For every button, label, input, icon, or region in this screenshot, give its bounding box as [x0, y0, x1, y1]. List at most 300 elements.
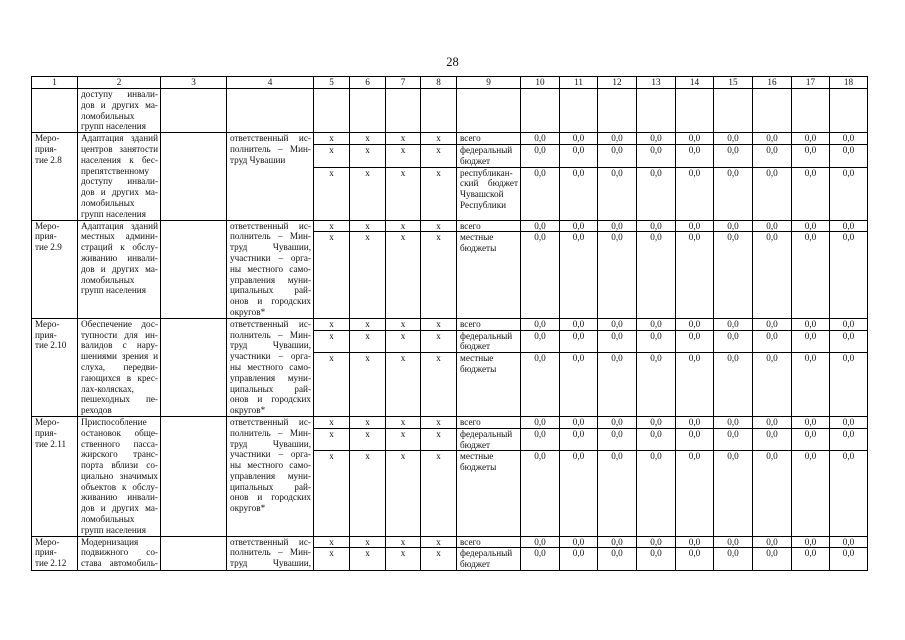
value-cell: 0,0 — [753, 537, 792, 548]
mark-cell: x — [350, 353, 386, 416]
value-cell: 0,0 — [637, 353, 676, 416]
measure-name-line: населения к бес- — [81, 154, 158, 165]
executors-line: ответственный ис- — [230, 318, 311, 329]
measure-code-line: тие 2.10 — [35, 340, 67, 351]
measure-name-line: дов и других ма- — [81, 503, 158, 514]
measure-name-line: ломобильных — [81, 514, 135, 525]
value-cell: 0,0 — [753, 353, 792, 416]
mark-cell: x — [386, 548, 421, 570]
value-cell: 0,0 — [830, 133, 868, 144]
funding-source-line: местные — [460, 451, 494, 462]
mark-cell: x — [386, 232, 421, 317]
value-cell — [830, 89, 868, 132]
funding-source-cell — [457, 221, 521, 232]
mark-cell — [350, 89, 386, 132]
funding-source-line: республикан- — [460, 167, 513, 178]
funding-source-line: всего — [460, 536, 481, 547]
value-cell: 0,0 — [676, 168, 714, 220]
funding-source-cell — [457, 331, 521, 353]
measure-name-line: ломобильных — [81, 110, 135, 121]
value-cell: 0,0 — [714, 548, 753, 570]
funding-rows — [314, 417, 868, 536]
value-cell: 0,0 — [753, 168, 792, 220]
value-cell: 0,0 — [560, 537, 598, 548]
mark-cell: x — [350, 537, 386, 548]
executors-line: полнитель – Мин- — [230, 427, 311, 438]
executors-line: ответственный ис- — [230, 220, 311, 231]
value-cell: 0,0 — [598, 319, 637, 330]
mark-cell: x — [314, 133, 350, 144]
executors-cell — [227, 221, 314, 318]
measure-name-line: Адаптация зданий — [81, 133, 158, 144]
value-cell: 0,0 — [792, 331, 830, 353]
executors-line: онов и городских — [230, 394, 311, 405]
value-cell: 0,0 — [560, 319, 598, 330]
value-cell: 0,0 — [637, 331, 676, 353]
funding-source-line: всего — [460, 133, 481, 144]
value-cell: 0,0 — [676, 537, 714, 548]
mark-cell: x — [421, 417, 457, 428]
value-cell: 0,0 — [753, 548, 792, 570]
value-cell: 0,0 — [598, 451, 637, 535]
value-cell: 0,0 — [830, 168, 868, 220]
value-cell: 0,0 — [560, 145, 598, 167]
mark-cell: x — [314, 548, 350, 570]
mark-cell: x — [350, 429, 386, 451]
value-cell: 0,0 — [714, 429, 753, 451]
measure-code-cell — [32, 221, 78, 318]
value-cell: 0,0 — [598, 232, 637, 317]
measure-code-line: прия- — [35, 547, 57, 558]
value-cell: 0,0 — [598, 548, 637, 570]
measure-block — [32, 319, 868, 417]
funding-rows — [314, 319, 868, 416]
value-cell: 0,0 — [676, 133, 714, 144]
mark-cell: x — [314, 145, 350, 167]
mark-cell: x — [350, 548, 386, 570]
value-cell: 0,0 — [792, 133, 830, 144]
value-cell: 0,0 — [753, 133, 792, 144]
value-cell: 0,0 — [753, 451, 792, 535]
value-cell: 0,0 — [637, 168, 676, 220]
funding-row — [314, 133, 868, 145]
measure-name-line: доступу инвали- — [81, 89, 158, 99]
funding-row — [314, 548, 868, 570]
value-cell: 0,0 — [560, 353, 598, 416]
mark-cell: x — [350, 232, 386, 317]
column-number-3: 3 — [161, 77, 227, 88]
measure-code-line: прия- — [35, 427, 57, 438]
executors-line: ны местного само- — [230, 460, 311, 471]
measure-name-line: циально значимых — [81, 470, 158, 481]
measure-name-line: доступу инвали- — [81, 176, 158, 187]
value-cell: 0,0 — [830, 353, 868, 416]
measure-name-line: групп населения — [81, 208, 146, 219]
mark-cell: x — [386, 451, 421, 535]
value-cell: 0,0 — [521, 145, 560, 167]
measure-name-line: ломобильных — [81, 197, 135, 208]
value-cell: 0,0 — [714, 537, 753, 548]
executors-line: труд Чувашии, — [230, 242, 311, 253]
executors-line: труд Чувашии, — [230, 438, 311, 449]
value-cell: 0,0 — [753, 319, 792, 330]
measure-name-line: групп населения — [81, 524, 146, 535]
executors-cell — [227, 89, 314, 132]
mark-cell: x — [314, 429, 350, 451]
column-number-15: 15 — [714, 77, 753, 88]
value-cell: 0,0 — [830, 548, 868, 570]
executors-line: труд Чувашии, — [230, 340, 311, 351]
value-cell: 0,0 — [676, 319, 714, 330]
measure-name-cell — [78, 133, 161, 219]
mark-cell: x — [386, 221, 421, 232]
column-number-10: 10 — [521, 77, 560, 88]
funding-row — [314, 429, 868, 452]
measure-name-line: ломобильных — [81, 274, 135, 285]
measure-name-cell — [78, 417, 161, 536]
value-cell: 0,0 — [792, 548, 830, 570]
measure-name-line: живанию инвали- — [81, 252, 158, 263]
value-cell: 0,0 — [830, 417, 868, 428]
executors-line: ципальных рай- — [230, 383, 311, 394]
funding-source-cell — [457, 353, 521, 416]
measure-name-line: дов и других ма- — [81, 99, 158, 110]
funding-source-cell — [457, 417, 521, 428]
measure-name-line: остановок обще- — [81, 427, 158, 438]
value-cell: 0,0 — [560, 221, 598, 232]
page-number: 28 — [446, 55, 459, 69]
value-cell: 0,0 — [598, 353, 637, 416]
measure-name-line: дов и других ма- — [81, 263, 158, 274]
funding-row — [314, 89, 868, 132]
column-number-14: 14 — [676, 77, 714, 88]
measure-name-line: подвижного со- — [81, 547, 158, 558]
column-number-2: 2 — [78, 77, 161, 88]
mark-cell: x — [350, 319, 386, 330]
funding-row — [314, 417, 868, 429]
column-number-6: 6 — [350, 77, 386, 88]
mark-cell: x — [386, 537, 421, 548]
funding-source-cell — [457, 145, 521, 167]
value-cell: 0,0 — [714, 168, 753, 220]
value-cell: 0,0 — [521, 537, 560, 548]
executors-line: управления муни- — [230, 470, 311, 481]
measure-name-line: дов и других ма- — [81, 187, 158, 198]
value-cell: 0,0 — [637, 451, 676, 535]
executors-line: онов и городских — [230, 492, 311, 503]
value-cell: 0,0 — [830, 232, 868, 317]
funding-source-cell — [457, 89, 521, 132]
measure-name-line: Адаптация зданий — [81, 220, 158, 231]
funding-source-line: федеральный — [460, 144, 513, 155]
column-number-4: 4 — [227, 77, 314, 88]
funding-source-line: всего — [460, 416, 481, 427]
mark-cell: x — [350, 331, 386, 353]
mark-cell: x — [421, 451, 457, 535]
measure-code-line: Меро- — [35, 133, 60, 144]
column-number-7: 7 — [386, 77, 421, 88]
funding-source-line: бюджет — [460, 559, 491, 570]
value-cell: 0,0 — [521, 451, 560, 535]
funding-row — [314, 232, 868, 317]
value-cell: 0,0 — [521, 221, 560, 232]
column-number-13: 13 — [637, 77, 676, 88]
funding-source-cell — [457, 537, 521, 548]
funding-source-cell — [457, 168, 521, 220]
executors-cell — [227, 319, 314, 416]
executors-line: округов* — [230, 306, 266, 317]
mark-cell: x — [421, 145, 457, 167]
measure-block — [32, 537, 868, 571]
funding-source-cell — [457, 319, 521, 330]
value-cell — [521, 89, 560, 132]
measure-name-line: Приспособление — [81, 416, 147, 427]
value-cell: 0,0 — [598, 145, 637, 167]
value-cell: 0,0 — [521, 353, 560, 416]
funding-source-cell — [457, 429, 521, 451]
value-cell: 0,0 — [714, 331, 753, 353]
executors-line: ответственный ис- — [230, 133, 311, 144]
measure-name-line: Модернизация — [81, 536, 139, 547]
funding-source-cell — [457, 232, 521, 317]
measure-name-line: слуха, передви- — [81, 361, 158, 372]
measure-code-line: прия- — [35, 231, 57, 242]
value-cell: 0,0 — [714, 133, 753, 144]
measure-name-line: групп населения — [81, 121, 146, 132]
value-cell: 0,0 — [792, 417, 830, 428]
value-cell: 0,0 — [792, 145, 830, 167]
value-cell: 0,0 — [830, 221, 868, 232]
value-cell: 0,0 — [753, 221, 792, 232]
funding-source-cell — [457, 133, 521, 144]
funding-rows — [314, 133, 868, 219]
measure-name-line: валидов с нару- — [81, 340, 158, 351]
value-cell: 0,0 — [792, 451, 830, 535]
value-cell: 0,0 — [521, 133, 560, 144]
measure-block — [32, 417, 868, 537]
funding-source-line: всего — [460, 318, 481, 329]
value-cell: 0,0 — [521, 168, 560, 220]
value-cell: 0,0 — [792, 221, 830, 232]
column-number-11: 11 — [560, 77, 598, 88]
measure-name-line: реходов — [81, 405, 112, 416]
funding-source-line: ский бюджет — [460, 178, 518, 189]
value-cell: 0,0 — [637, 145, 676, 167]
value-cell: 0,0 — [560, 331, 598, 353]
mark-cell: x — [350, 451, 386, 535]
mark-cell: x — [421, 429, 457, 451]
value-cell — [598, 89, 637, 132]
value-cell: 0,0 — [637, 417, 676, 428]
column-number-12: 12 — [598, 77, 637, 88]
funding-source-line: Республики — [460, 199, 507, 210]
value-cell: 0,0 — [560, 232, 598, 317]
executors-line: ны местного само- — [230, 263, 311, 274]
mark-cell: x — [386, 168, 421, 220]
measure-name-line: порта вблизи со- — [81, 460, 158, 471]
value-cell: 0,0 — [560, 451, 598, 535]
measure-code-line: Меро- — [35, 416, 60, 427]
measure-code-line: Меро- — [35, 220, 60, 231]
measure-code-line: Меро- — [35, 536, 60, 547]
measure-name-line: Обеспечение дос- — [81, 318, 158, 329]
executors-line: полнитель – Мин- — [230, 143, 311, 154]
mark-cell: x — [350, 145, 386, 167]
executors-line: онов и городских — [230, 296, 311, 307]
funding-source-cell — [457, 451, 521, 535]
executors-line: ципальных рай- — [230, 285, 311, 296]
mark-cell: x — [421, 548, 457, 570]
column-3-cell — [161, 537, 227, 570]
value-cell: 0,0 — [792, 537, 830, 548]
value-cell: 0,0 — [521, 548, 560, 570]
mark-cell: x — [421, 319, 457, 330]
executors-line: полнитель – Мин- — [230, 329, 311, 340]
funding-source-line: бюджеты — [460, 243, 497, 254]
measure-block — [32, 133, 868, 220]
mark-cell: x — [421, 232, 457, 317]
executors-line: округов* — [230, 405, 266, 416]
mark-cell: x — [314, 232, 350, 317]
executors-line: участники – орга- — [230, 351, 311, 362]
measure-block — [32, 221, 868, 319]
value-cell: 0,0 — [676, 221, 714, 232]
value-cell: 0,0 — [560, 168, 598, 220]
column-number-1: 1 — [32, 77, 78, 88]
executors-cell — [227, 133, 314, 219]
mark-cell — [386, 89, 421, 132]
measure-name-line: групп населения — [81, 285, 146, 296]
program-table — [31, 76, 868, 571]
value-cell: 0,0 — [830, 537, 868, 548]
value-cell: 0,0 — [792, 353, 830, 416]
value-cell: 0,0 — [598, 417, 637, 428]
value-cell — [560, 89, 598, 132]
mark-cell: x — [386, 145, 421, 167]
value-cell: 0,0 — [753, 331, 792, 353]
executors-line: ципальных рай- — [230, 481, 311, 492]
mark-cell: x — [421, 221, 457, 232]
executors-line: участники – орга- — [230, 252, 311, 263]
value-cell: 0,0 — [830, 319, 868, 330]
measure-name-line: пешеходных пе- — [81, 394, 158, 405]
value-cell: 0,0 — [830, 145, 868, 167]
value-cell: 0,0 — [598, 221, 637, 232]
mark-cell — [314, 89, 350, 132]
value-cell: 0,0 — [560, 429, 598, 451]
mark-cell: x — [421, 168, 457, 220]
measure-name-line: местных админи- — [81, 231, 158, 242]
mark-cell: x — [314, 221, 350, 232]
measure-name-line: става автомобиль- — [81, 558, 158, 569]
table-header-row — [32, 77, 868, 89]
value-cell: 0,0 — [598, 168, 637, 220]
funding-source-line: Чувашской — [460, 189, 504, 200]
value-cell: 0,0 — [792, 429, 830, 451]
funding-rows — [314, 537, 868, 570]
funding-row — [314, 353, 868, 416]
value-cell: 0,0 — [676, 331, 714, 353]
value-cell: 0,0 — [830, 429, 868, 451]
measure-code-cell — [32, 319, 78, 416]
value-cell: 0,0 — [560, 417, 598, 428]
funding-source-line: местные — [460, 232, 494, 243]
funding-source-line: местные — [460, 353, 494, 364]
measure-code-line: тие 2.11 — [35, 438, 67, 449]
executors-line: труд Чувашии — [230, 154, 286, 165]
funding-source-line: бюджет — [460, 341, 491, 352]
value-cell: 0,0 — [637, 133, 676, 144]
measure-name-cell — [78, 537, 161, 570]
funding-source-line: федеральный — [460, 330, 513, 341]
mark-cell: x — [350, 417, 386, 428]
mark-cell: x — [350, 221, 386, 232]
value-cell: 0,0 — [714, 417, 753, 428]
value-cell: 0,0 — [676, 429, 714, 451]
funding-row — [314, 319, 868, 331]
funding-row — [314, 331, 868, 354]
value-cell: 0,0 — [521, 331, 560, 353]
column-number-5: 5 — [314, 77, 350, 88]
executors-line: труд Чувашии, — [230, 558, 311, 569]
value-cell: 0,0 — [714, 451, 753, 535]
value-cell — [714, 89, 753, 132]
executors-line: полнитель – Мин- — [230, 231, 311, 242]
column-3-cell — [161, 221, 227, 318]
mark-cell: x — [314, 537, 350, 548]
value-cell: 0,0 — [714, 353, 753, 416]
value-cell: 0,0 — [598, 537, 637, 548]
value-cell: 0,0 — [521, 319, 560, 330]
value-cell: 0,0 — [753, 145, 792, 167]
value-cell: 0,0 — [676, 548, 714, 570]
value-cell: 0,0 — [637, 221, 676, 232]
measure-name-line: центров занятости — [81, 143, 158, 154]
measure-name-line: объектов к обслу- — [81, 481, 158, 492]
funding-source-line: бюджет — [460, 155, 491, 166]
column-3-cell — [161, 319, 227, 416]
value-cell: 0,0 — [753, 429, 792, 451]
mark-cell: x — [386, 353, 421, 416]
value-cell — [676, 89, 714, 132]
executors-line: управления муни- — [230, 372, 311, 383]
funding-source-line: всего — [460, 220, 481, 231]
funding-row — [314, 451, 868, 535]
mark-cell: x — [386, 331, 421, 353]
value-cell: 0,0 — [753, 232, 792, 317]
funding-rows — [314, 89, 868, 132]
measure-name-line: лах-колясках, — [81, 383, 134, 394]
executors-line: ны местного само- — [230, 361, 311, 372]
mark-cell: x — [350, 133, 386, 144]
value-cell — [753, 89, 792, 132]
column-number-9: 9 — [457, 77, 521, 88]
measure-name-line: шениями зрения и — [81, 351, 158, 362]
funding-row — [314, 221, 868, 233]
executors-line: полнитель – Мин- — [230, 547, 311, 558]
funding-source-cell — [457, 548, 521, 570]
executors-line: участники – орга- — [230, 449, 311, 460]
mark-cell: x — [386, 417, 421, 428]
value-cell: 0,0 — [753, 417, 792, 428]
measure-name-cell — [78, 89, 161, 132]
value-cell: 0,0 — [792, 168, 830, 220]
value-cell: 0,0 — [714, 221, 753, 232]
column-3-cell — [161, 89, 227, 132]
mark-cell: x — [314, 417, 350, 428]
measure-code-cell — [32, 133, 78, 219]
measure-code-cell — [32, 89, 78, 132]
